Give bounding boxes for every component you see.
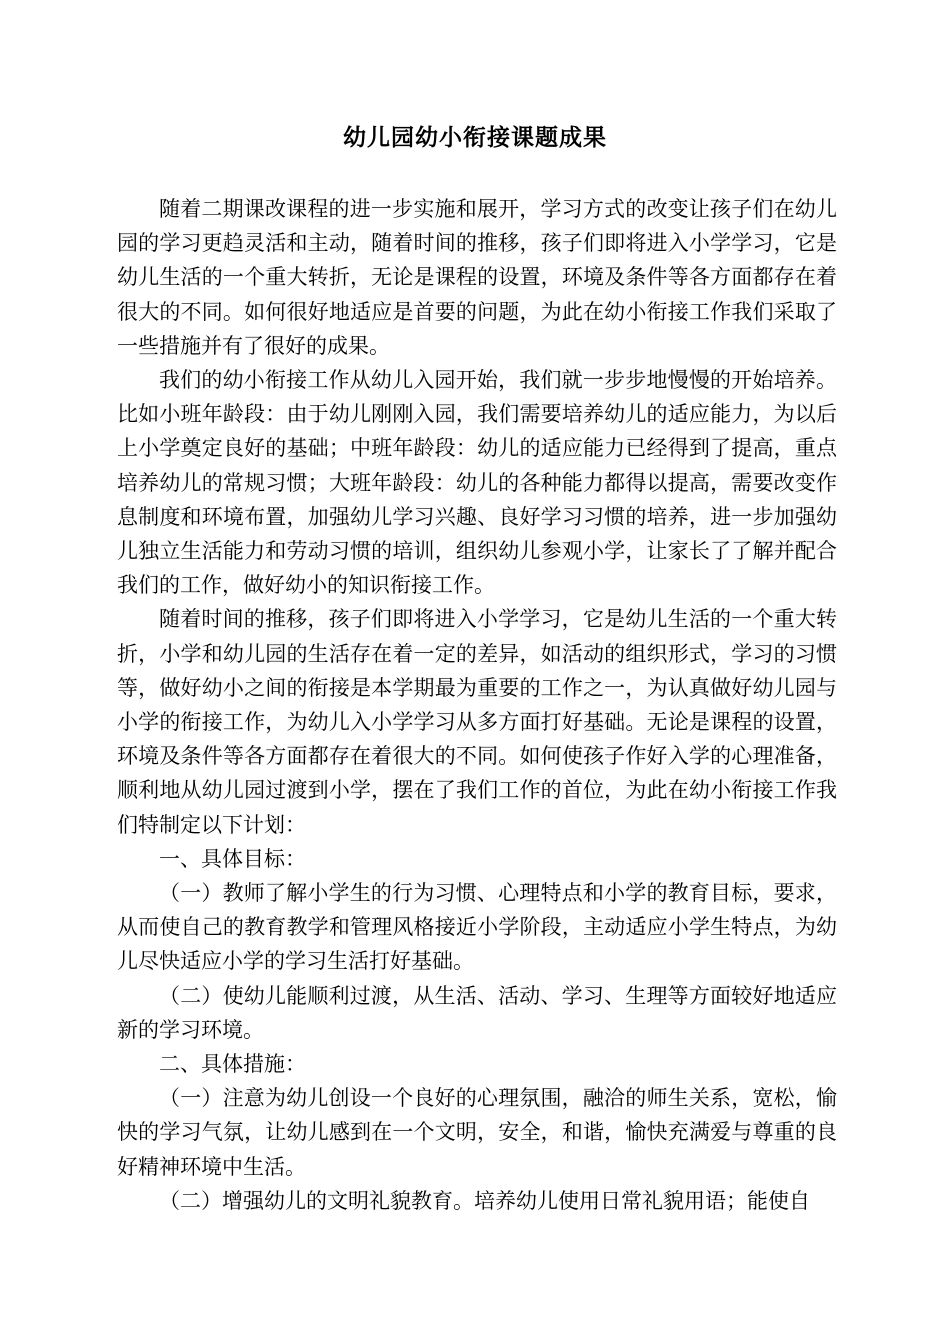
document-body [117, 192, 837, 1218]
paragraph-goal-1: （一）教师了解小学生的行为习惯、心理特点和小学的教育目标，要求，从而使自己的教育教学和管理风格接近小学阶段，主动适应小学生特点，为幼儿尽快适应小学的学习生活打好基础。 [117, 881, 837, 974]
paragraph-intro: 随着二期课改课程的进一步实施和展开，学习方式的改变让孩子们在幼儿园的学习更趋灵活和主动，随着时间的推移，孩子们即将进入小学学习，它是幼儿生活的一个重大转折，无论是课程的设置，环境及条件等各方面都存在着很大的不同。如何很好地适应是首要的问题，为此在幼小衔接工作我们采取了一些措施并有了很好的成果。 [117, 197, 837, 358]
heading-measures: 二、具体措施： [159, 1052, 306, 1077]
document-title: 幼儿园幼小衔接课题成果 [343, 124, 607, 151]
paragraph-plan: 随着时间的推移，孩子们即将进入小学学习，它是幼儿生活的一个重大转折，小学和幼儿园的生活存在着一定的差异，如活动的组织形式，学习的习惯等，做好幼小之间的衔接是本学期最为重要的工作之一，为认真做好幼儿园与小学的衔接工作，为幼儿入小学学习从多方面打好基础。无论是课程的设置，环境及条件等各方面都存在着很大的不同。如何使孩子作好入学的心理准备，顺利地从幼儿园过渡到小学，摆在了我们工作的首位，为此在幼小衔接工作我们特制定以下计划： [117, 607, 837, 837]
paragraph-age-stages: 我们的幼小衔接工作从幼儿入园开始，我们就一步步地慢慢的开始培养。比如小班年龄段：由于幼儿刚刚入园，我们需要培养幼儿的适应能力，为以后上小学奠定良好的基础；中班年龄段：幼儿的适应能力已经得到了提高，重点培养幼儿的常规习惯；大班年龄段：幼儿的各种能力都得以提高，需要改变作息制度和环境布置，加强幼儿学习兴趣、良好学习习惯的培养，进一步加强幼儿独立生活能力和劳动习惯的培训，组织幼儿参观小学，让家长了了解并配合我们的工作，做好幼小的知识衔接工作。 [117, 368, 837, 598]
paragraph-measure-2: （二）增强幼儿的文明礼貌教育。培养幼儿使用日常礼貌用语；能使自 [159, 1188, 810, 1213]
paragraph-goal-2: （二）使幼儿能顺利过渡，从生活、活动、学习、生理等方面较好地适应新的学习环境。 [117, 983, 837, 1042]
paragraph-measure-1: （一）注意为幼儿创设一个良好的心理氛围，融洽的师生关系，宽松，愉快的学习气氛，让幼儿感到在一个文明，安全，和谐，愉快充满爱与尊重的良好精神环境中生活。 [117, 1086, 837, 1179]
heading-goals: 一、具体目标： [159, 846, 306, 871]
